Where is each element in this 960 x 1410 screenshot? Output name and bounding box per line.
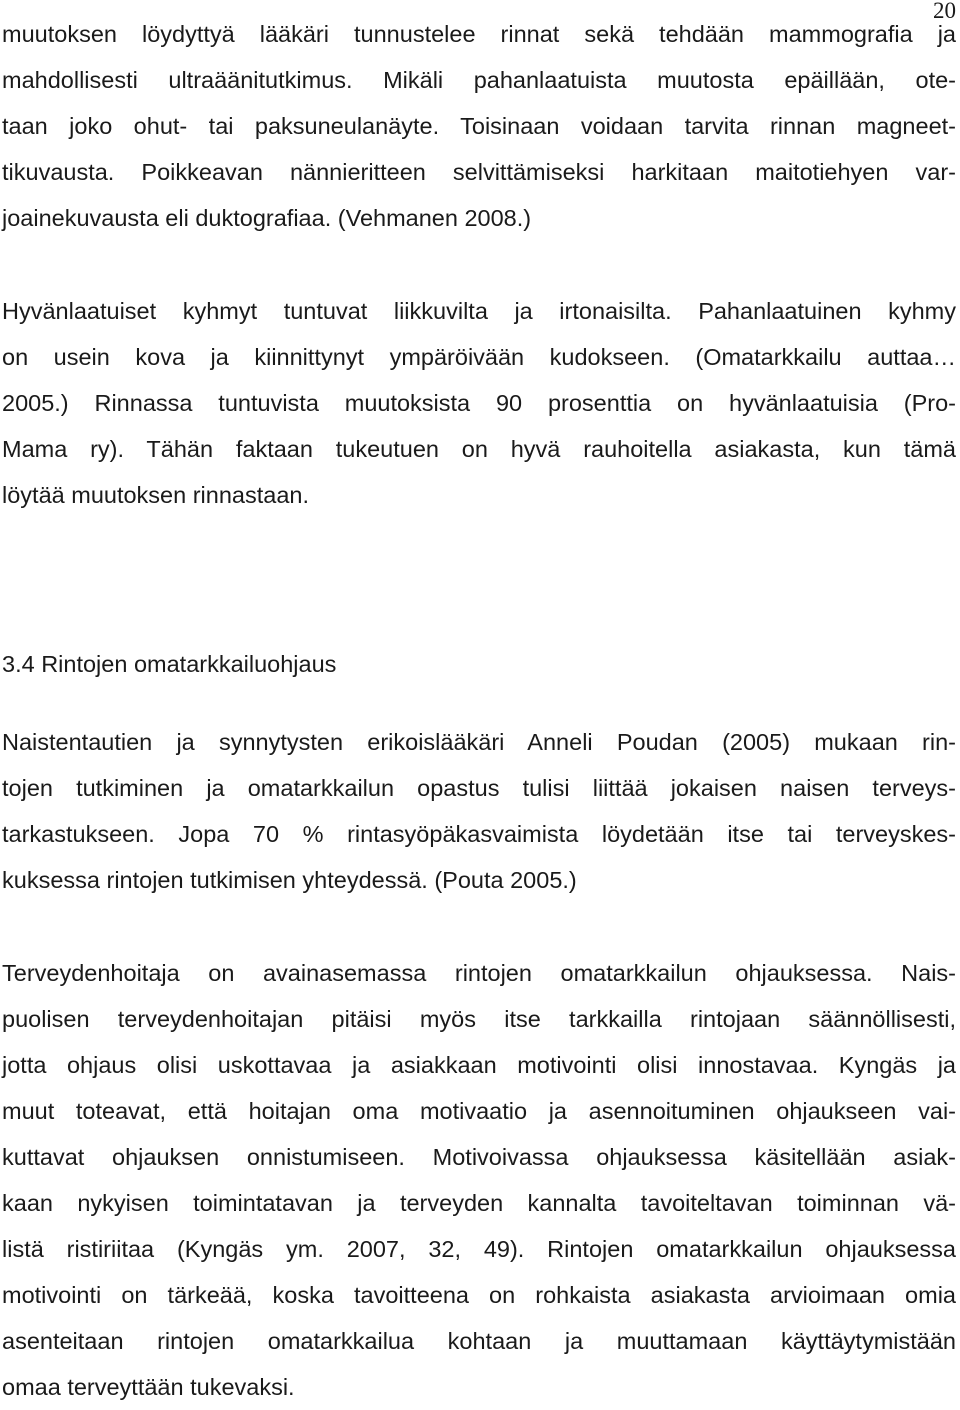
text-line: muut toteavat, että hoitajan oma motivaatio ja asennoituminen ohjaukseen vai- [2,1098,956,1124]
text-line: muutoksen löydyttyä lääkäri tunnustelee rinnat sekä tehdään mammografia ja [2,21,956,47]
text-line: 2005.) Rinnassa tuntuvista muutoksista 90 prosenttia on hyvänlaatuisia (Pro- [2,390,956,416]
paragraph-self-examination [2,719,956,903]
text-line: joainekuvausta eli duktografiaa. (Vehmanen 2008.) [2,205,532,231]
text-line: motivointi on tärkeää, koska tavoitteena on rohkaista asiakasta arvioimaan omia [2,1282,956,1308]
section-heading: 3.4 Rintojen omatarkkailuohjaus [2,651,337,677]
text-line: Mama ry). Tähän faktaan tukeutuen on hyvä rauhoitella asiakasta, kun tämä [2,436,956,462]
text-line: jotta ohjaus olisi uskottavaa ja asiakkaan motivointi olisi innostavaa. Kyngäs ja [2,1052,956,1078]
text-line: Terveydenhoitaja on avainasemassa rintojen omatarkkailun ohjauksessa. Nais- [2,960,956,986]
text-line: Hyvänlaatuiset kyhmyt tuntuvat liikkuvilta ja irtonaisilta. Pahanlaatuinen kyhmy [2,298,956,324]
text-line: kuttavat ohjauksen onnistumiseen. Motivoivassa ohjauksessa käsitellään asiak- [2,1144,956,1170]
text-line: tojen tutkiminen ja omatarkkailun opastus tulisi liittää jokaisen naisen terveys- [2,775,956,801]
text-line: on usein kova ja kiinnittynyt ympäröivään kudokseen. (Omatarkkailu auttaa… [2,344,956,370]
text-line: asenteitaan rintojen omatarkkailua kohtaan ja muuttamaan käyttäytymistään [2,1328,956,1354]
text-line: omaa terveyttään tukevaksi. [2,1374,295,1400]
paragraph-benign-lumps [2,288,956,518]
text-line: kaan nykyisen toimintatavan ja terveyden kannalta tavoiteltavan toiminnan vä- [2,1190,956,1216]
text-line: puolisen terveydenhoitajan pitäisi myös itse tarkkailla rintojaan säännöllisesti, [2,1006,956,1032]
paragraph-nurse-guidance [2,950,956,1410]
text-line: taan joko ohut- tai paksuneulanäyte. Toisinaan voidaan tarvita rinnan magneet- [2,113,956,139]
text-line: Naistentautien ja synnytysten erikoislääkäri Anneli Poudan (2005) mukaan rin- [2,729,956,755]
text-line: kuksessa rintojen tutkimisen yhteydessä. (Pouta 2005.) [2,867,577,893]
text-line: tikuvausta. Poikkeavan nännieritteen selvittämiseksi harkitaan maitotiehyen var- [2,159,956,185]
text-line: listä ristiriitaa (Kyngäs ym. 2007, 32, 49). Rintojen omatarkkailun ohjauksessa [2,1236,956,1262]
text-line: tarkastukseen. Jopa 70 % rintasyöpäkasvaimista löydetään itse tai terveyskes- [2,821,956,847]
text-line: löytää muutoksen rinnastaan. [2,482,309,508]
page-number: 20 [933,0,956,23]
paragraph-breast-examination [2,11,956,241]
text-line: mahdollisesti ultraäänitutkimus. Mikäli pahanlaatuista muutosta epäillään, ote- [2,67,956,93]
